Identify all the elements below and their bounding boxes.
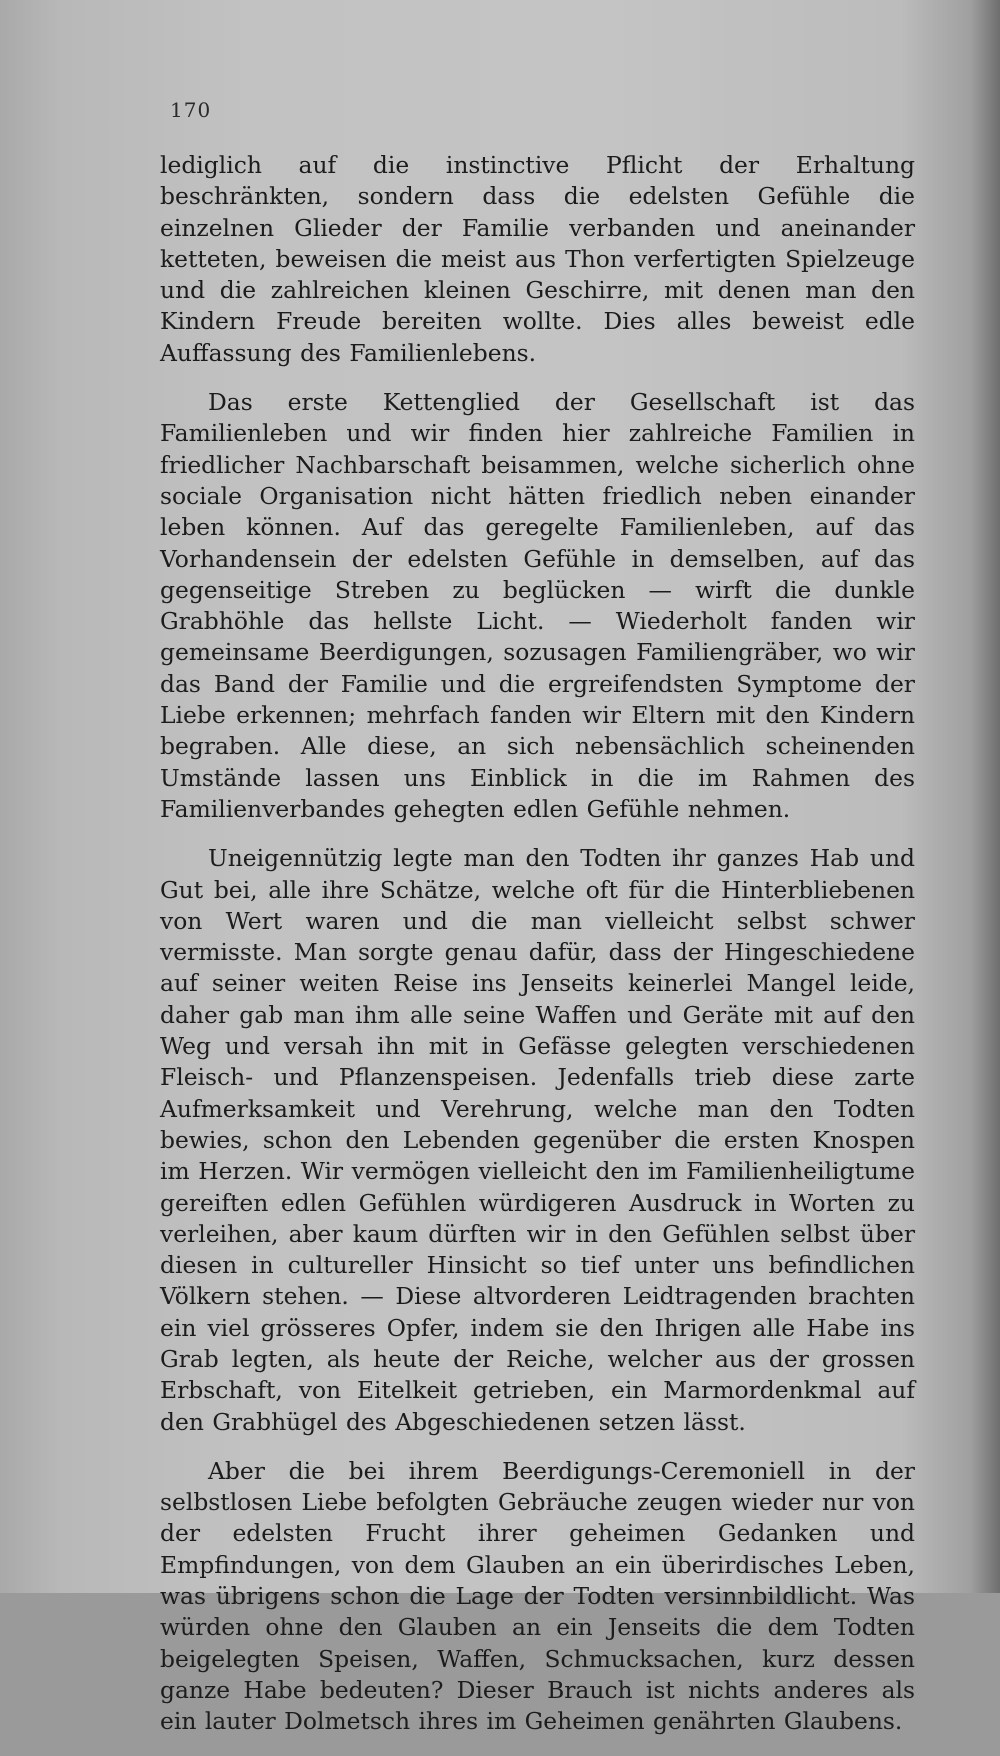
- paragraph-4: Aber die bei ihrem Beerdigungs-Ceremoniell in der selbstlosen Liebe befolgten Gebräuche zeugen wieder nur von der edelsten Frucht ihrer geheimen Gedanken und Empfindungen, von dem Glauben an ein überirdisches Leben, was übrigens schon die Lage der Todten versinnbildlicht. Was würden ohne den Glauben an ein Jenseits die dem Todten beigelegten Speisen, Waffen, Schmucksachen, kurz dessen ganze Habe bedeuten? Dieser Brauch ist nichts anderes als ein lauter Dolmetsch ihres im Geheimen genährten Glaubens.: [160, 1456, 915, 1736]
- page-number: 170: [170, 98, 212, 122]
- body-text: [160, 150, 915, 1756]
- paragraph-2: Das erste Kettenglied der Gesellschaft ist das Familienleben und wir finden hier zahlreiche Familien in friedlicher Nachbarschaft beisammen, welche sicherlich ohne sociale Organisation nicht hätten friedlich neben einander leben können. Auf das geregelte Familienleben, auf das Vorhandensein der edelsten Gefühle in demselben, auf das gegenseitige Streben zu beglücken — wirft die dunkle Grabhöhle das hellste Licht. — Wiederholt fanden wir gemeinsame Beerdigungen, sozusagen Familiengräber, wo wir das Band der Familie und die ergreifendsten Symptome der Liebe erkennen; mehrfach fanden wir Eltern mit den Kindern begraben. Alle diese, an sich nebensächlich scheinenden Umstände lassen uns Einblick in die im Rahmen des Familienverbandes gehegten edlen Gefühle nehmen.: [160, 388, 915, 823]
- paragraph-1: lediglich auf die instinctive Pflicht der Erhaltung beschränkten, sondern dass die edelsten Gefühle die einzelnen Glieder der Familie verbanden und aneinander ketteten, beweisen die meist aus Thon verfertigten Spielzeuge und die zahlreichen kleinen Geschirre, mit denen man den Kindern Freude bereiten wollte. Dies alles beweist edle Auffassung des Familienlebens.: [160, 151, 915, 367]
- paragraph-3: Uneigennützig legte man den Todten ihr ganzes Hab und Gut bei, alle ihre Schätze, welche oft für die Hinterbliebenen von Wert waren und die man vielleicht selbst schwer vermisste. Man sorgte genau dafür, dass der Hingeschiedene auf seiner weiten Reise ins Jenseits keinerlei Mangel leide, daher gab man ihm alle seine Waffen und Geräte mit auf den Weg und versah ihn mit in Gefässe gelegten verschiedenen Fleisch- und Pflanzenspeisen. Jedenfalls trieb diese zarte Aufmerksamkeit und Verehrung, welche man den Todten bewies, schon den Lebenden gegenüber die ersten Knospen im Herzen. Wir vermögen vielleicht den im Familienheiligtume gereiften edlen Gefühlen würdigeren Ausdruck in Worten zu verleihen, aber kaum dürften wir in den Gefühlen selbst über diesen in cultureller Hinsicht so tief unter uns befindlichen Völkern stehen. — Diese altvorderen Leidtragenden brachten ein viel grösseres Opfer, indem sie den Ihrigen alle Habe ins Grab legten, als heute der Reiche, welcher aus der grossen Erbschaft, von Eitelkeit getrieben, ein Marmordenkmal auf den Grabhügel des Abgeschiedenen setzen lässt.: [160, 844, 915, 1436]
